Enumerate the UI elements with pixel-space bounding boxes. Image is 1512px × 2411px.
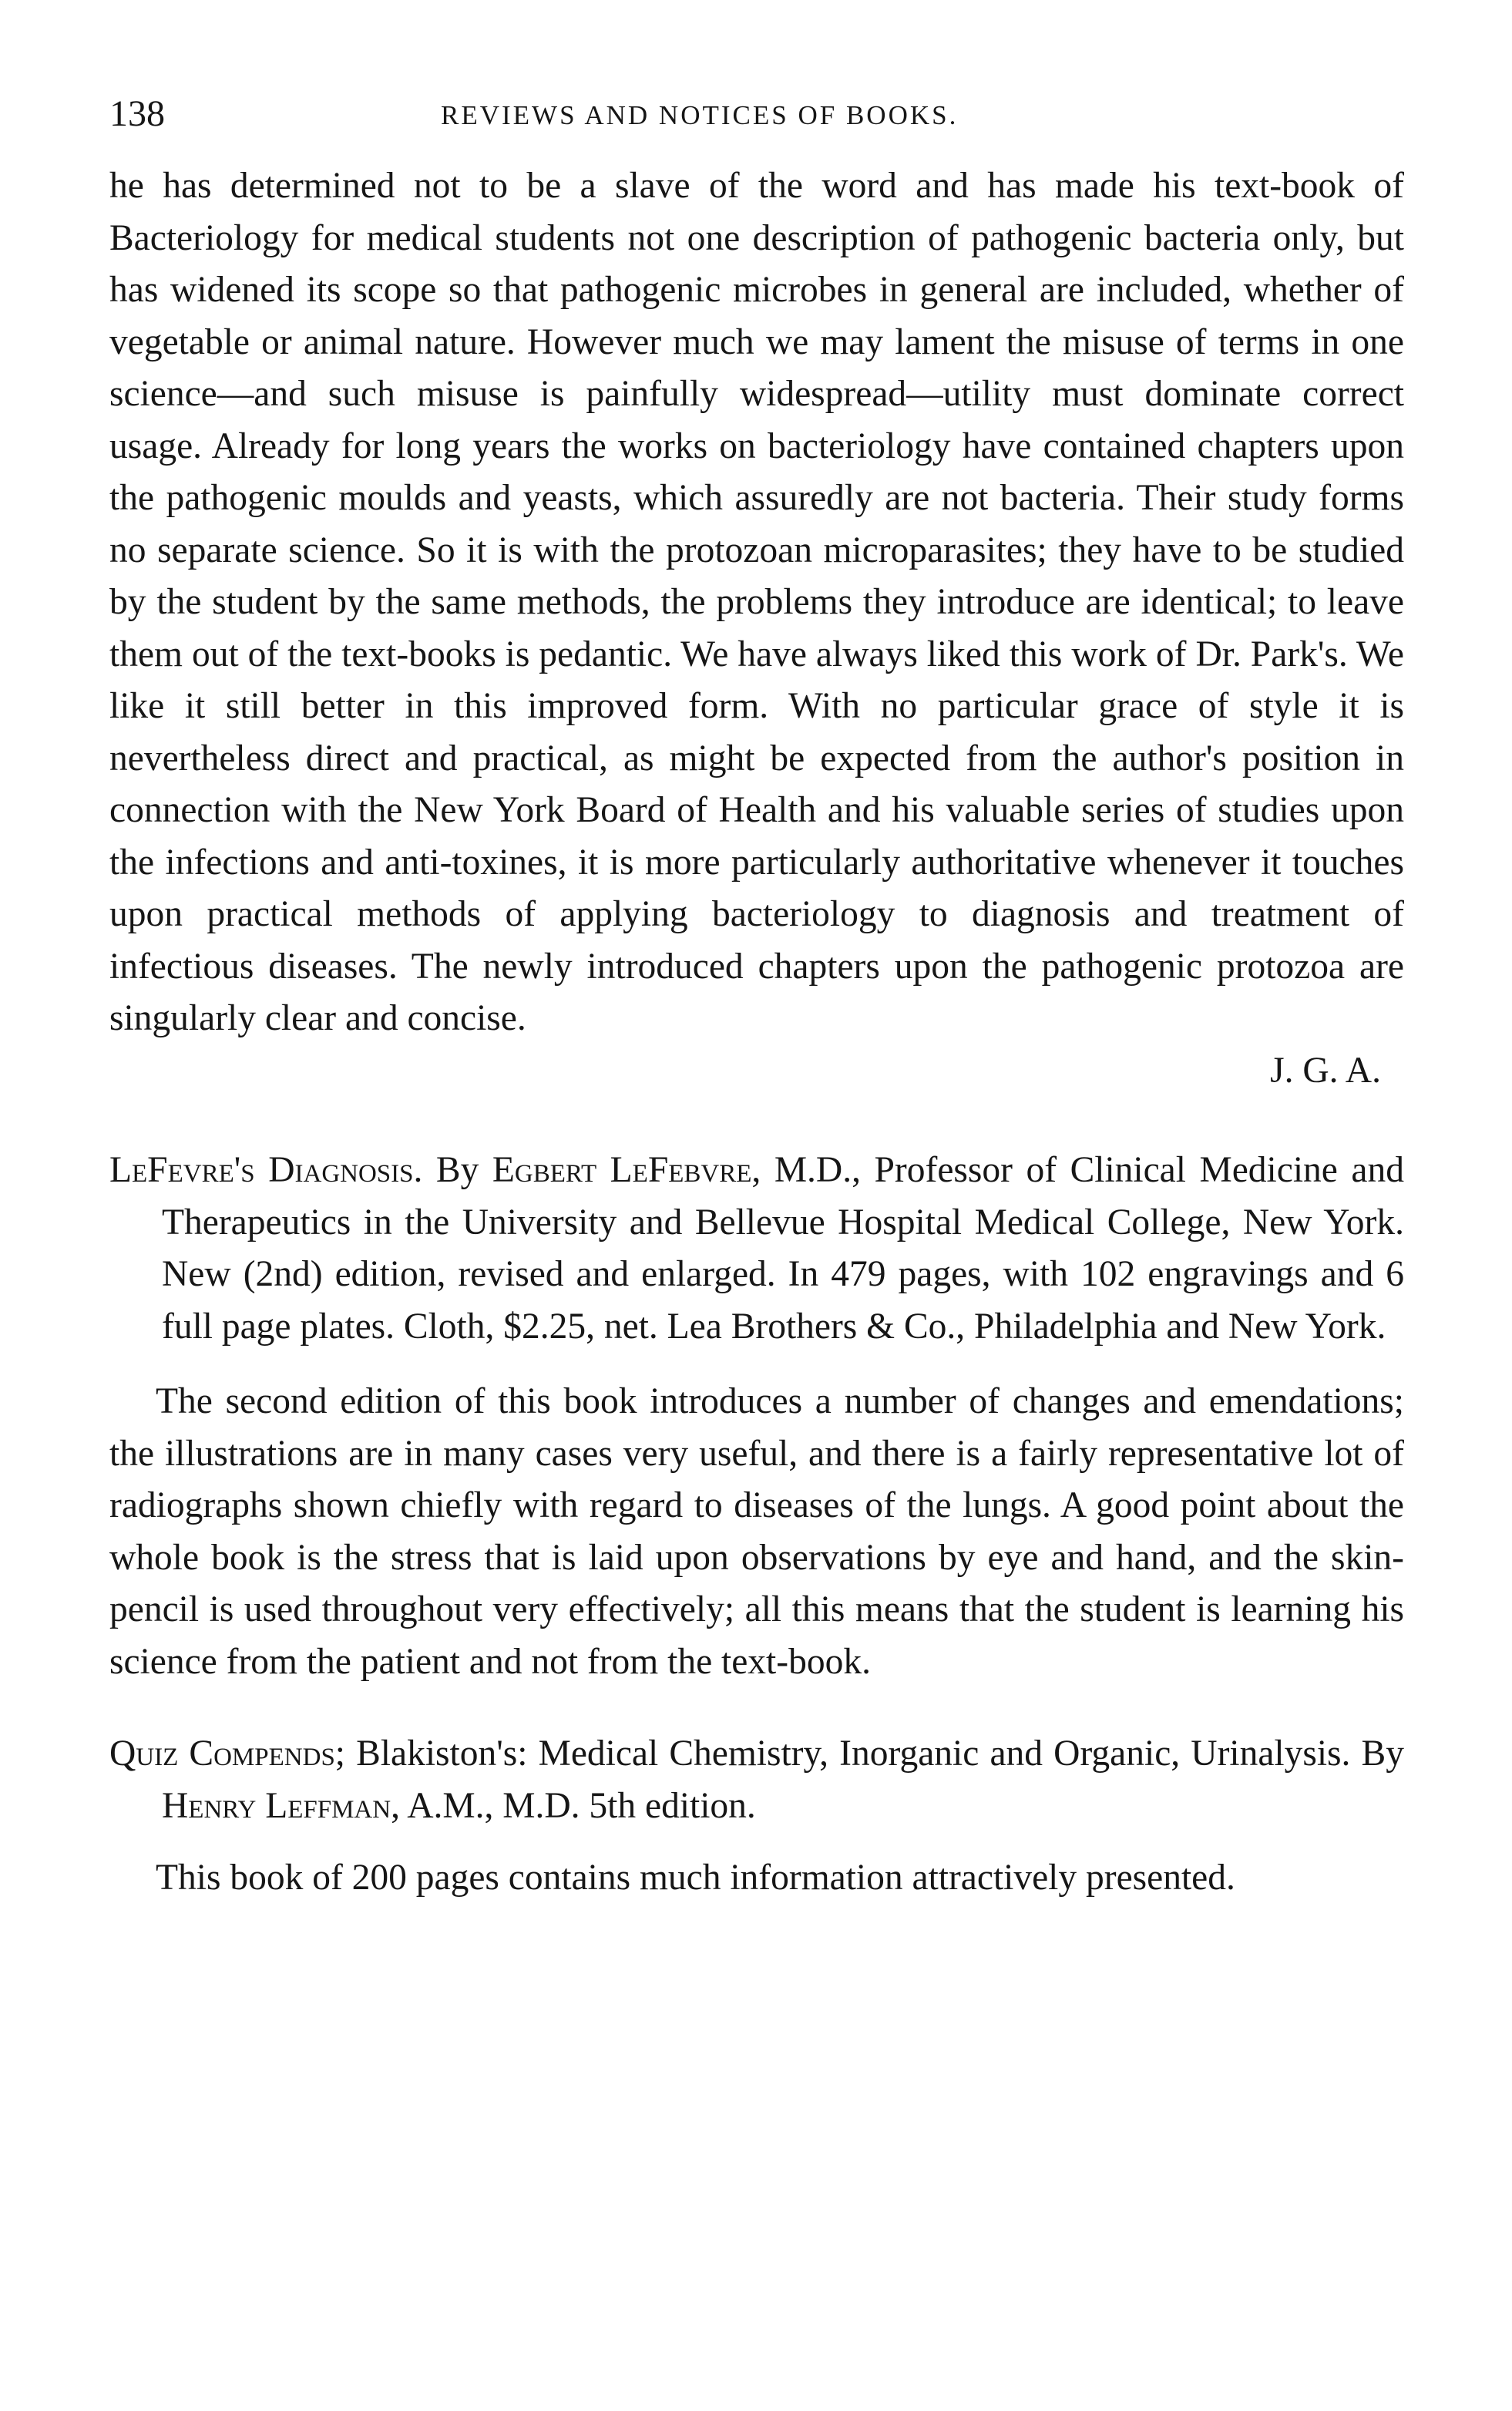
book-title: LeFevre's Diagnosis. (109, 1150, 423, 1190)
book-by: By (422, 1150, 492, 1190)
book-author: Egbert LeFebvre (492, 1150, 752, 1190)
review-quiz-paragraph: This book of 200 pages contains much information attractively presented. (156, 1858, 1235, 1898)
book-details: , M.D., Professor of Clinical Medicine and Therapeutics in the University and Bellevue Hospital Medical College, New York. New (2nd) edition, revised and enlarged. In 479 pages, with 102 engravings and 6 full page plates. Cloth, $2.25, net. Lea Brothers & Co., Philadelphia and New York. (162, 1150, 1404, 1347)
review-continuation-paragraph: he has determined not to be a slave of the word and has made his text-book of Bacteriology for medical students not one description of pathogenic bacteria only, but has widened its scope so that pathogenic microbes in general are included, whether of vegetable or animal nature. However much we may lament the misuse of terms in one science—and such misuse is painfully widespread—utility must dominate correct usage. Already for long years the works on bacteriology have contained chapters upon the pathogenic moulds and yeasts, which assuredly are not bacteria. Their study forms no separate science. So it is with the protozoan microparasites; they have to be studied by the student by the same methods, the problems they introduce are identical; to leave them out of the text-books is pedantic. We have always liked this work of Dr. Park's. We like it still better in this improved form. With no particular grace of style it is nevertheless direct and practical, as might be expected from the author's position in connection with the New York Board of Health and his valuable series of studies upon the infections and anti-toxines, it is more particularly authoritative whenever it touches upon practical methods of applying bacteriology to diagnosis and treatment of infectious diseases. The newly introduced chapters upon the pathogenic protozoa are singularly clear and concise. (109, 166, 1404, 1038)
running-title: REVIEWS AND NOTICES OF BOOKS. (441, 100, 959, 130)
book-entry-lefevre (109, 1145, 1404, 1353)
book-author: Henry Leffman (162, 1785, 391, 1826)
book-details: Blakiston's: Medical Chemistry, Inorganic and Organic, Urinalysis. By (345, 1733, 1404, 1774)
book-title: Quiz Compends; (109, 1733, 345, 1774)
running-head (109, 91, 1404, 153)
review-signature: J. G. A. (1270, 1050, 1381, 1091)
book-details-edition: , A.M., M.D. 5th edition. (391, 1785, 756, 1826)
book-entry-quiz-compends (109, 1728, 1404, 1832)
page-number: 138 (109, 93, 165, 134)
review-lefevre-paragraph: The second edition of this book introduces a number of changes and emendations; the illustrations are in many cases very useful, and there is a fairly representative lot of radiographs shown chiefly with regard to diseases of the lungs. A good point about the whole book is the stress that is laid upon observations by eye and hand, and the skin-pencil is used throughout very effectively; all this means that the student is learning his science from the patient and not from the text-book. (109, 1381, 1404, 1682)
page (109, 91, 1404, 1905)
